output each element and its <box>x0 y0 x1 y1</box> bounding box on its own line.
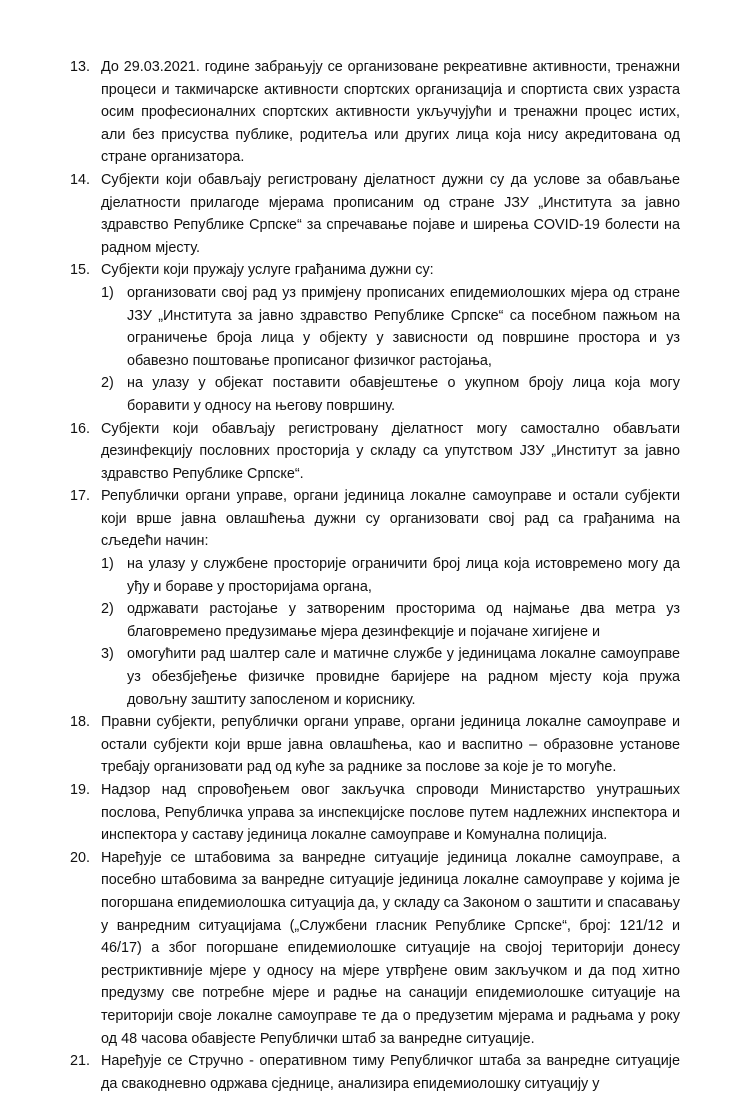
item-number: 19. <box>70 782 91 798</box>
item-number: 15. <box>70 262 91 279</box>
item-body <box>101 56 680 169</box>
item-number: 18. <box>70 714 91 731</box>
list-item <box>70 418 680 486</box>
list-item <box>70 56 680 169</box>
sub-item <box>101 643 680 711</box>
item-body <box>101 711 680 779</box>
sub-item-number: 1) <box>101 556 114 573</box>
list-item <box>70 779 680 847</box>
sub-list <box>101 282 680 418</box>
sub-list <box>101 553 680 711</box>
sub-item <box>101 372 680 417</box>
list-item <box>70 259 680 417</box>
item-body <box>101 485 680 711</box>
sub-item <box>101 598 680 643</box>
item-text: Надзор над спровођењем овог закључка спроводи Министарство унутрашњих послова, Републичка управа за инспекцијске послове путем надлежних инспектора и инспектора у саставу јединица локалне самоуправе и Комунална полиција. <box>101 782 680 844</box>
sub-item-number: 2) <box>101 601 114 618</box>
list-item <box>70 485 680 711</box>
sub-item-text: одржавати растојање у затвореним просторима од најмање два метра уз благовремено предузимање мјера дезинфекције и појачане хигијене и <box>127 601 680 640</box>
sub-item-text: организовати свој рад уз примјену прописаних епидемиолошких мјера од стране ЈЗУ „Института за јавно здравство Републике Српске“ са посебном пажњом на ограничење броја лица у објекту у зависности од површине простора и уз обавезно поштовање прописаног физичког растојања, <box>127 284 680 369</box>
item-body <box>101 259 680 417</box>
item-body <box>101 418 680 486</box>
list-item <box>70 847 680 1050</box>
item-text: До 29.03.2021. године забрањују се организоване рекреативне активности, тренажни процеси и такмичарске активности спортских организација и спортиста свих узраста осим професионалних спортских активности укључујући и тренажни процес истих, али без присуства публике, родитеља или других лица која нису акредитована од стране организатора. <box>101 59 680 166</box>
item-text: Правни субјекти, републички органи управе, органи јединица локалне самоуправе и остали субјекти који врше јавна овлашћења, као и васпитно – образовне установе требају организовати рад од куће за раднике за послове за које је то могуће. <box>101 714 680 776</box>
item-number: 14. <box>70 171 91 188</box>
sub-item-number: 1) <box>101 284 114 301</box>
item-number: 13. <box>70 59 91 75</box>
sub-item <box>101 553 680 598</box>
item-body <box>101 1050 680 1095</box>
sub-item-number: 2) <box>101 375 114 392</box>
item-body <box>101 169 680 259</box>
sub-item-text: омогућити рад шалтер сале и матичне службе у јединицама локалне самоуправе уз обезбјеђење физичке провидне баријере на радном мјесту која пружа довољну заштиту запосленом и кориснику. <box>127 646 680 708</box>
sub-item-text: на улазу у службене просторије ограничити број лица која истовремено могу да уђу и бораве у просторијама органа, <box>127 556 680 595</box>
item-number: 21. <box>70 1053 91 1070</box>
item-text: Субјекти који пружају услуге грађанима дужни су: <box>101 262 434 279</box>
list-item <box>70 169 680 259</box>
sub-item-number: 3) <box>101 646 114 663</box>
sub-item <box>101 282 680 372</box>
item-text: Републички органи управе, органи јединица локалне самоуправе и остали субјекти који врше јавна овлашћења дужни су организовати свој рад са грађанима на сљедећи начин: <box>101 488 680 550</box>
item-text: Наређује се штабовима за ванредне ситуације јединица локалне самоуправе, а посебно штабовима за ванредне ситуације јединица локалне самоуправе у којима је погоршана епидемиолошка ситуација да, у складу са Законом о заштити и спасавању у ванредним ситуацијама („Службени гласник Републике Српске“, број: 121/12 и 46/17) а због погоршане епидемиолошке ситуације на својој територији донесу рестриктивније мјере у односу на мјере утврђене овим закључком и да под хитно предузму све потребне мјере и радње на санацији епидемиолошке ситуације на територији своје локалне самоуправе те да о предузетим мјерама и радњама у року од 48 часова обавјесте Републички штаб за ванредне ситуације. <box>101 849 680 1047</box>
sub-item-text: на улазу у објекат поставити обавјештење о укупном броју лица која могу боравити у односу на његову површину. <box>127 375 680 414</box>
item-number: 16. <box>70 420 91 437</box>
list-item <box>70 711 680 779</box>
list-item <box>70 1050 680 1095</box>
item-body <box>101 847 680 1050</box>
item-body <box>101 779 680 847</box>
item-number: 20. <box>70 849 91 866</box>
item-text: Субјекти који обављају регистровану дјелатност дужни су да услове за обављање дјелатности прилагоде мјерама прописаним од стране ЈЗУ „Института за јавно здравство Републике Српске“ за спречавање појаве и ширења COVID-19 болести на радном мјесту. <box>101 171 680 256</box>
item-number: 17. <box>70 488 91 505</box>
item-text: Субјекти који обављају регистровану дјелатност могу самостално обављати дезинфекцију пословних просторија у складу са упутством ЈЗУ „Институт за јавно здравство Републике Српске“. <box>101 420 680 482</box>
item-text: Наређује се Стручно - оперативном тиму Републичког штаба за ванредне ситуације да свакодневно одржава сједнице, анализира епидемиолошку ситуацију у <box>101 1053 680 1092</box>
